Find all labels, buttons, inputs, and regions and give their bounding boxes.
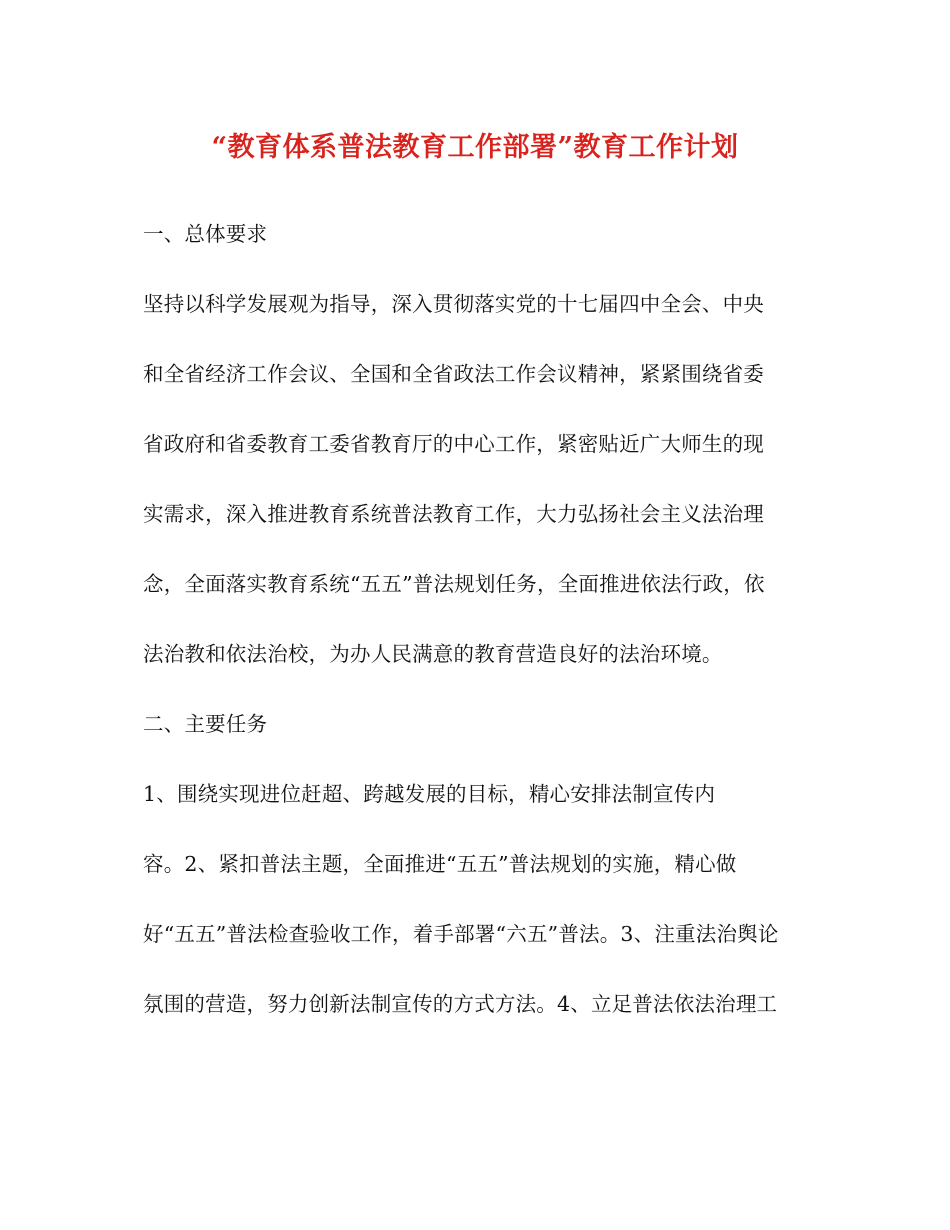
paragraph-line: 法治教和依法治校，为办人民满意的教育营造良好的法治环境。	[143, 642, 723, 666]
paragraph-line: 好“五五”普法检查验收工作，着手部署“六五”普法。3、注重法治舆论	[143, 922, 779, 946]
paragraph-line: 容。2、紧扣普法主题，全面推进“五五”普法规划的实施，精心做	[143, 852, 737, 876]
document-title: “教育体系普法教育工作部署”教育工作计划	[211, 132, 739, 163]
section-heading: 二、主要任务	[143, 712, 268, 736]
paragraph-line: 坚持以科学发展观为指导，深入贯彻落实党的十七届四中全会、中央	[143, 292, 764, 316]
paragraph-line: 实需求，深入推进教育系统普法教育工作，大力弘扬社会主义法治理	[143, 502, 764, 526]
paragraph-line: 1、围绕实现进位赶超、跨越发展的目标，精心安排法制宣传内	[143, 782, 716, 806]
paragraph-line: 和全省经济工作会议、全国和全省政法工作会议精神，紧紧围绕省委	[143, 362, 764, 386]
paragraph-line: 氛围的营造，努力创新法制宣传的方式方法。4、立足普法依法治理工	[143, 992, 778, 1016]
paragraph-line: 省政府和省委教育工委省教育厅的中心工作，紧密贴近广大师生的现	[143, 432, 764, 456]
section-heading: 一、总体要求	[143, 222, 268, 246]
paragraph-line: 念，全面落实教育系统“五五”普法规划任务，全面推进依法行政，依	[143, 572, 765, 596]
